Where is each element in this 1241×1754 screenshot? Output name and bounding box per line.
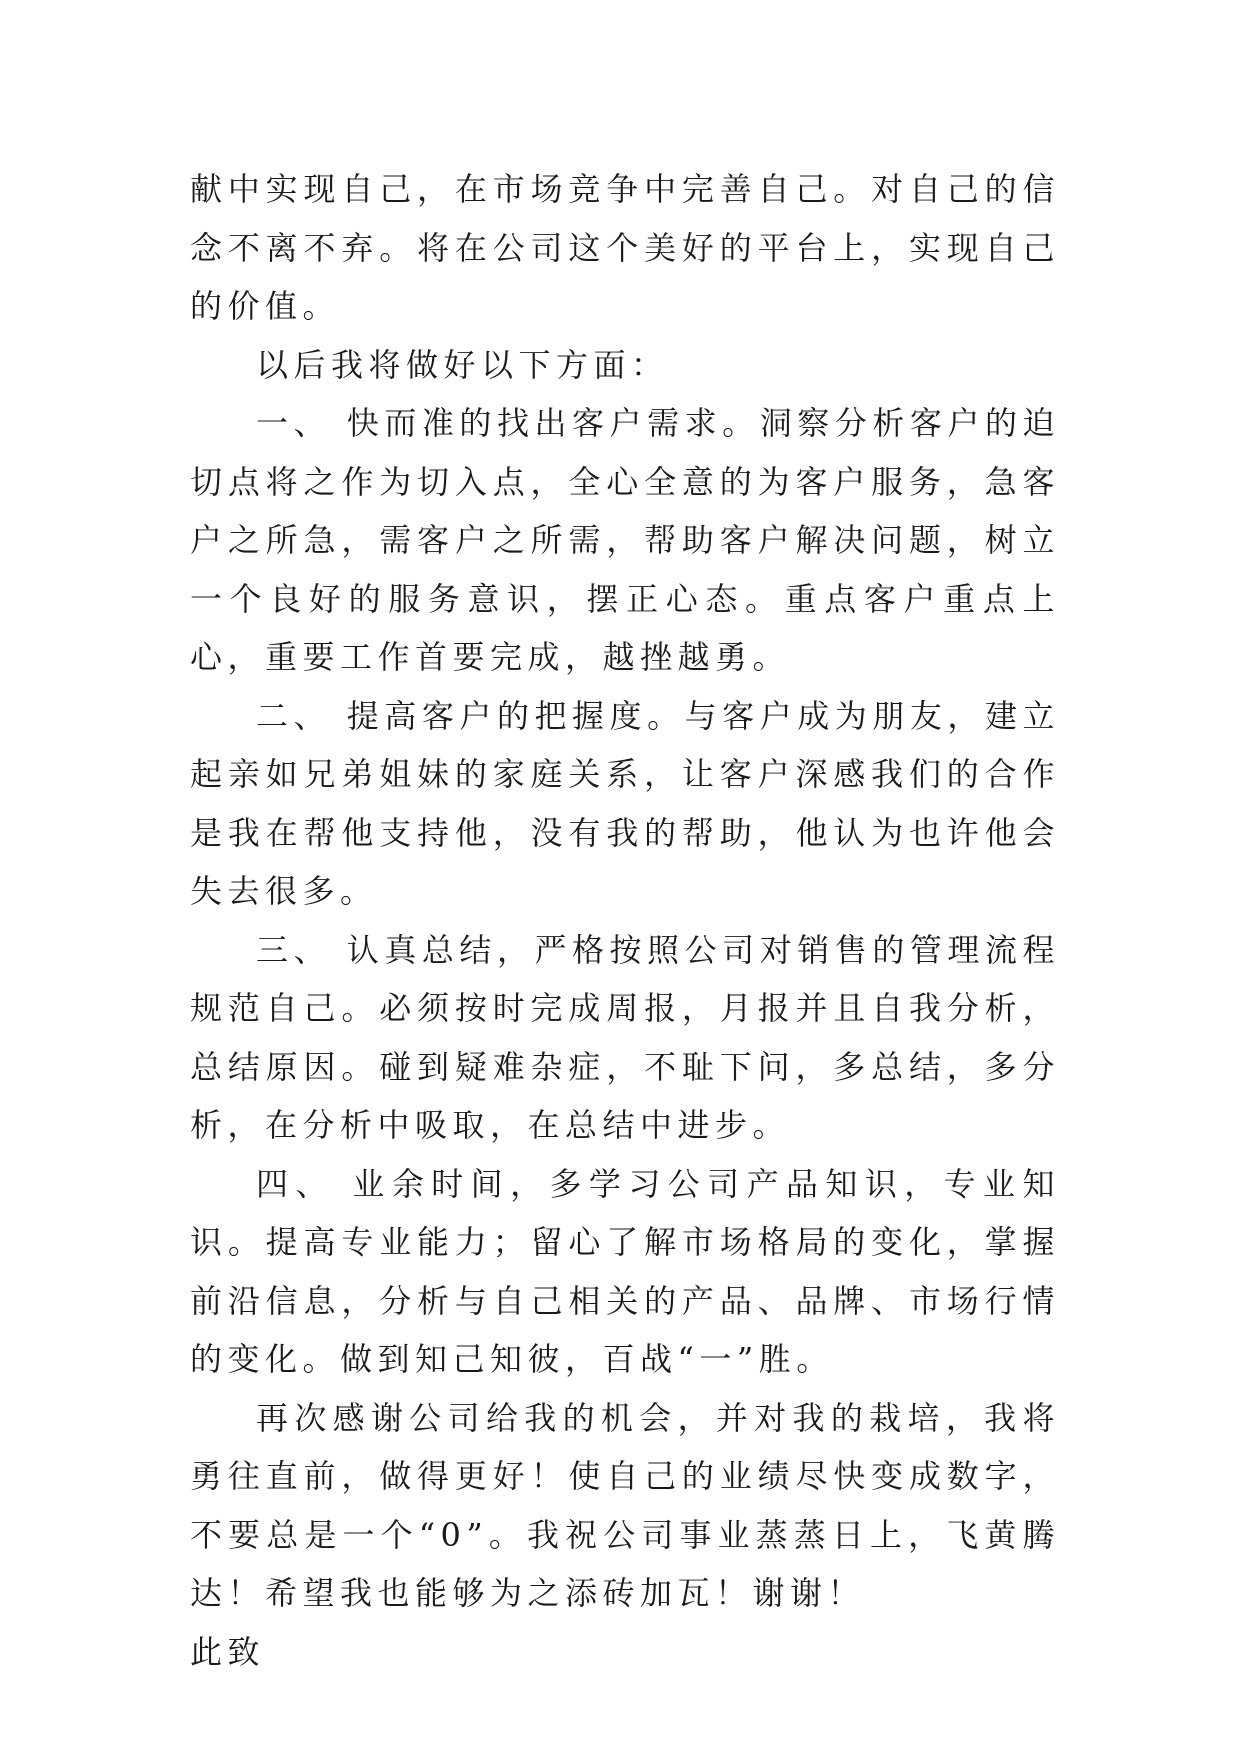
paragraph-item-2: 二、 提高客户的把握度。与客户成为朋友，建立起亲如兄弟姐妹的家庭关系，让客户深感我们的合作是我在帮他支持他，没有我的帮助，他认为也许他会失去很多。 (190, 696, 1060, 910)
paragraph-intro: 以后我将做好以下方面： (256, 345, 669, 384)
paragraph-closing: 再次感谢公司给我的机会，并对我的栽培，我将勇往直前，做得更好！使自己的业绩尽快变成数字，不要总是一个“0”。我祝公司事业蒸蒸日上，飞黄腾达！希望我也能够为之添砖加瓦！谢谢！ (190, 1398, 1060, 1612)
paragraph-item-4: 四、 业余时间，多学习公司产品知识，专业知识。提高专业能力；留心了解市场格局的变化，掌握前沿信息，分析与自己相关的产品、品牌、市场行情的变化。做到知己知彼，百战“一”胜。 (190, 1164, 1060, 1378)
document-body (190, 160, 1060, 1681)
paragraph-item-1: 一、 快而准的找出客户需求。洞察分析客户的迫切点将之作为切入点，全心全意的为客户服务，急客户之所急，需客户之所需，帮助客户解决问题，树立一个良好的服务意识，摆正心态。重点客户重点上心，重要工作首要完成，越挫越勇。 (190, 404, 1060, 676)
paragraph-continuation: 献中实现自己，在市场竞争中完善自己。对自己的信念不离不弃。将在公司这个美好的平台上，实现自己的价值。 (190, 170, 1060, 325)
paragraph-item-3: 三、 认真总结，严格按照公司对销售的管理流程规范自己。必须按时完成周报，月报并且自我分析，总结原因。碰到疑难杂症，不耻下问，多总结，多分析，在分析中吸取，在总结中进步。 (190, 930, 1060, 1144)
paragraph-salutation: 此致 (190, 1632, 266, 1671)
